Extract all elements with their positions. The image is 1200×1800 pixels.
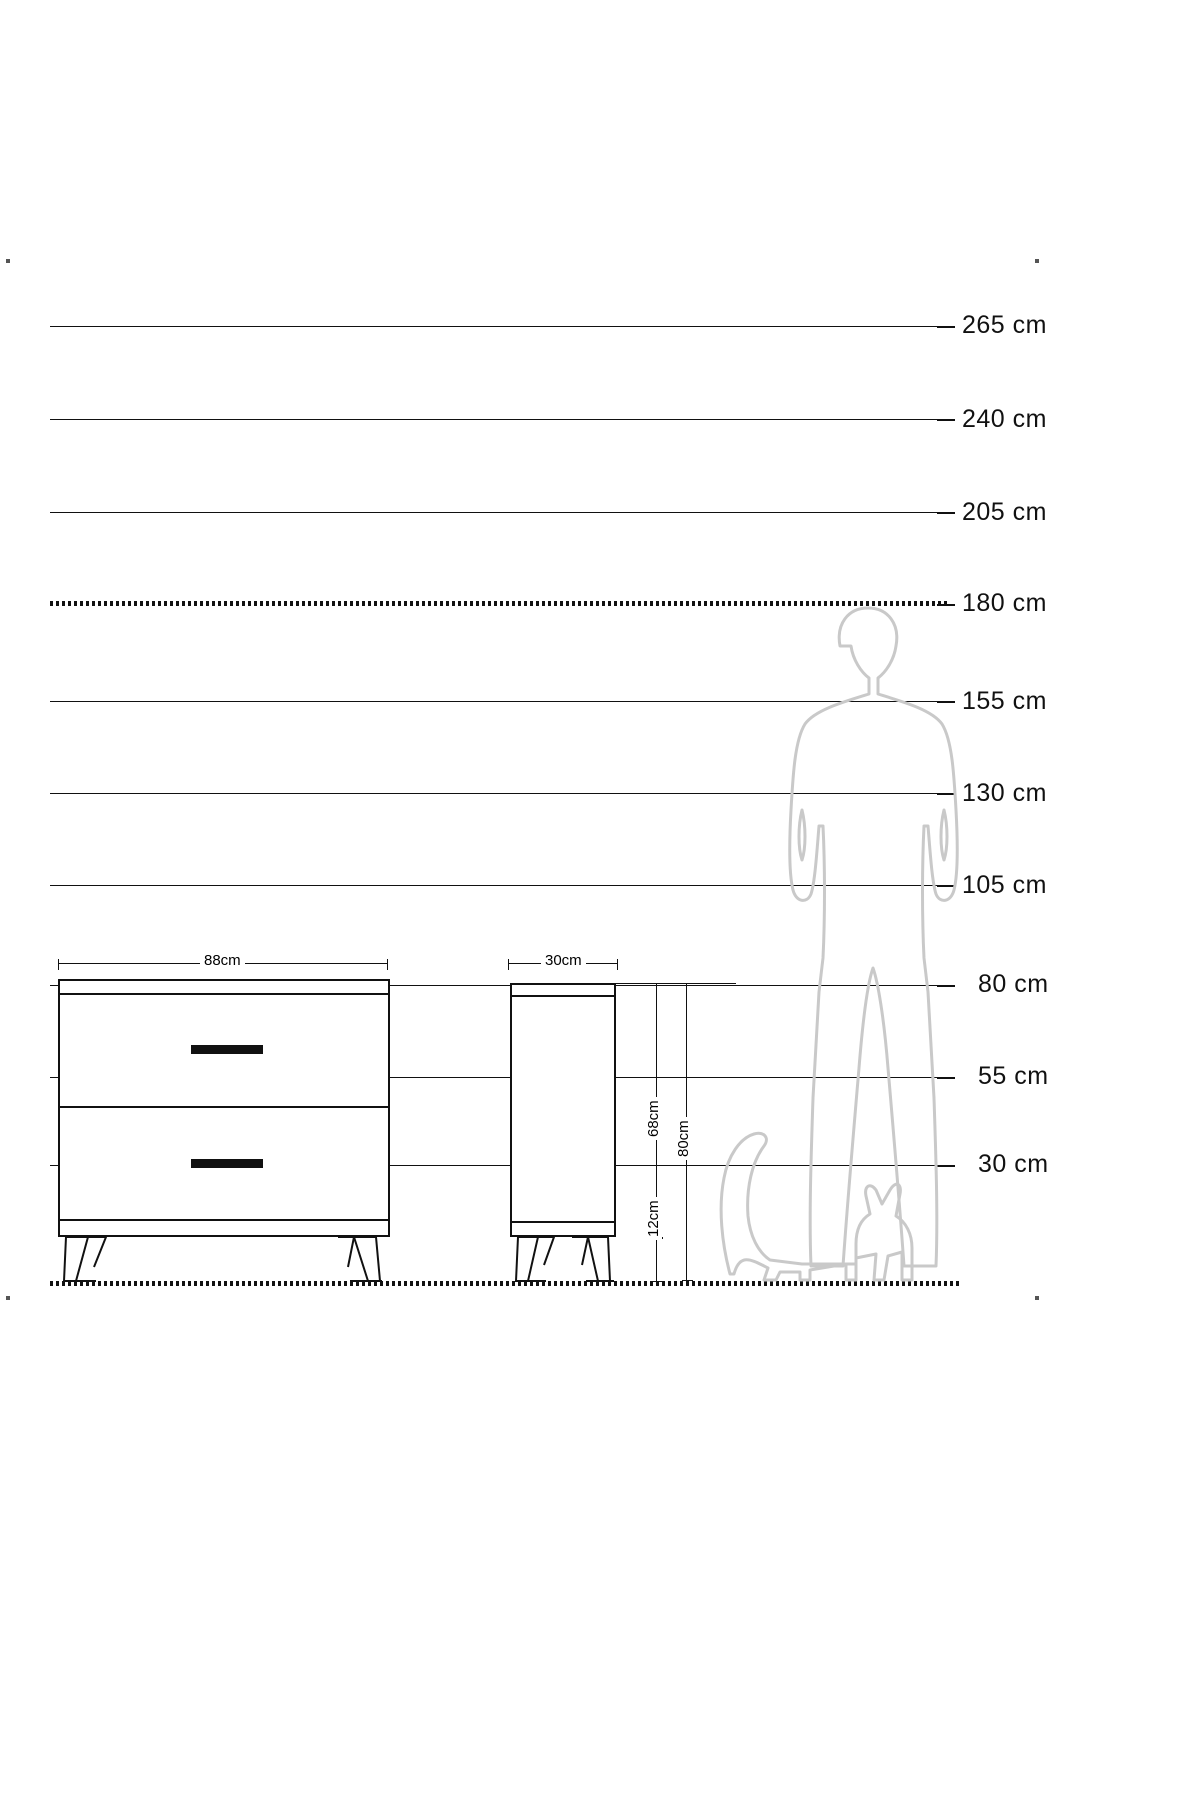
corner-dot-top-left — [6, 259, 10, 263]
dimension-label-12cm: 12cm — [645, 1197, 662, 1240]
height-label-30: 30 cm — [978, 1150, 1049, 1178]
dimension-label-88cm: 88cm — [200, 952, 245, 969]
height-line-205 — [50, 512, 945, 513]
height-label-265: 265 cm — [962, 311, 1047, 339]
height-label-180: 180 cm — [962, 589, 1047, 617]
dimension-label-68cm: 68cm — [645, 1097, 662, 1140]
tick-240 — [937, 419, 955, 421]
corner-dot-bottom-left — [6, 1296, 10, 1300]
height-label-155: 155 cm — [962, 687, 1047, 715]
height-line-265 — [50, 326, 945, 327]
dimension-line-12cm — [656, 1238, 657, 1282]
dimension-label-30cm: 30cm — [541, 952, 586, 969]
height-label-80: 80 cm — [978, 970, 1049, 998]
height-line-240 — [50, 419, 945, 420]
narrow-cabinet-bottom-panel-line — [512, 1221, 614, 1223]
dimension-label-80cm: 80cm — [675, 1117, 692, 1160]
narrow-cabinet-top-panel-line — [512, 995, 614, 997]
height-label-55: 55 cm — [978, 1062, 1049, 1090]
narrow-cabinet — [510, 983, 616, 1237]
drawer-handle-upper[interactable] — [191, 1045, 263, 1054]
height-label-205: 205 cm — [962, 498, 1047, 526]
corner-dot-bottom-right — [1035, 1296, 1039, 1300]
height-label-240: 240 cm — [962, 405, 1047, 433]
cabinet-top-panel-line — [60, 993, 388, 995]
height-label-130: 130 cm — [962, 779, 1047, 807]
wide-cabinet-legs — [58, 1237, 390, 1283]
cat-silhouette — [706, 1124, 956, 1288]
wide-two-drawer-cabinet — [58, 979, 390, 1237]
cabinet-drawer-divider-line — [60, 1106, 388, 1108]
tick-265 — [937, 326, 955, 328]
height-label-105: 105 cm — [962, 871, 1047, 899]
cabinet-bottom-panel-line — [60, 1219, 388, 1221]
tick-205 — [937, 512, 955, 514]
drawer-handle-lower[interactable] — [191, 1159, 263, 1168]
narrow-cabinet-legs — [510, 1237, 616, 1283]
corner-dot-top-right — [1035, 259, 1039, 263]
